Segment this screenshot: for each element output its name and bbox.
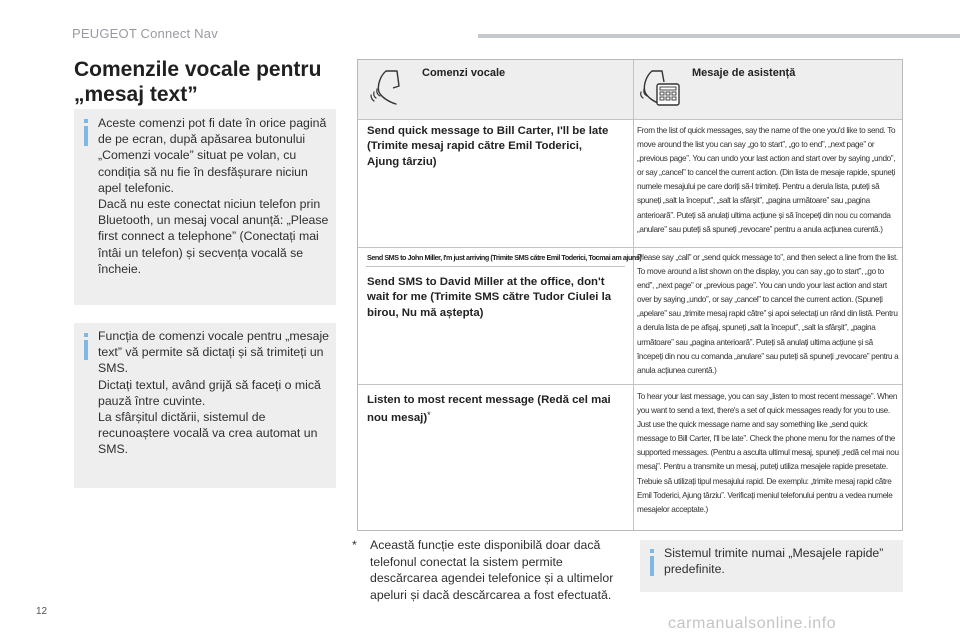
row-divider bbox=[366, 266, 625, 267]
info-box-sms-dictation bbox=[74, 323, 336, 488]
footnote-star: * bbox=[427, 410, 431, 421]
footnote-star: * bbox=[352, 538, 357, 552]
page-header-title: PEUGEOT Connect Nav bbox=[72, 26, 218, 41]
info-text: Aceste comenzi pot fi date în orice pagină de pe ecran, după apăsarea butonului „Comenzi vocale” situat pe volan, cu condiția să nu fie în desfășurare niciun apel telefonic. Dacă nu este conectat niciun telefon prin Bluetooth, un mesaj vocal anunță: „Please first connect a telephone” (Conectați mai întâi un telefon) și secvența vocală se încheie. bbox=[98, 116, 329, 276]
table-header-commands bbox=[358, 60, 634, 119]
section-title bbox=[74, 57, 321, 107]
row-divider bbox=[358, 384, 902, 385]
row-divider bbox=[358, 247, 902, 248]
voice-command-icon bbox=[369, 68, 407, 113]
footnote-text: Această funcție este disponibilă doar dacă telefonul conectat la sistem permite descărcarea agendei telefonice și a ultimelor apeluri și dacă descărcarea a fost efectuată. bbox=[370, 538, 614, 602]
table-header-messages bbox=[634, 60, 902, 119]
row-divider bbox=[358, 119, 902, 120]
column-divider bbox=[633, 119, 634, 530]
assistance-text: From the list of quick messages, say the name of the one you'd like to send. To move around the list you can say „go to start”, „go to end”, „next page” or „previous page”. You can undo your last action and start over by saying „undo”, or say „cancel” to cancel the current action. (Din lista de mesaje rapide, spuneți numele mesajului pe care doriți să-l trimiteți. Pentru a derula lista, puteți să spuneți „salt la început”, „salt la sfârșit”, „pagina următoare” sau „pagina anterioară”. Puteți să anulați ultima acțiune și să începeți din nou cu comanda „anulare” sau puteți să spuneți „revocare” pentru a anula acțiunea curentă.) bbox=[637, 126, 896, 234]
command-text-small: Send SMS to John Miller, I'm just arriving (Trimite SMS către Emil Toderici, Tocmai am ajuns) bbox=[367, 253, 642, 262]
watermark: carmanualsonline.info bbox=[668, 615, 837, 632]
page-number: 12 bbox=[36, 606, 48, 617]
info-text: Funcția de comenzi vocale pentru „mesaje text” vă permite să dictați și să trimiteți un SMS. Dictați textul, având grijă să faceți o mică pauză între cuvinte. La sfârșitul dictării, sistemul de recunoaștere vocală va crea automat un SMS. bbox=[98, 329, 330, 457]
column-header-commands: Comenzi vocale bbox=[422, 67, 506, 79]
command-label: Listen to most recent message (Redă cel mai nou mesaj) bbox=[367, 394, 611, 425]
voice-assistance-icon bbox=[640, 68, 684, 115]
command-text bbox=[367, 393, 617, 427]
info-box-voice-commands bbox=[74, 109, 336, 305]
info-box-quick-messages bbox=[640, 540, 903, 592]
header-rule bbox=[478, 34, 960, 38]
column-header-messages: Mesaje de asistență bbox=[692, 67, 796, 79]
voice-commands-table bbox=[357, 59, 903, 531]
command-text: Send SMS to David Miller at the office, don't wait for me (Trimite SMS către Tudor Ciulei la birou, Nu mă aștepta) bbox=[367, 276, 612, 319]
info-text: Sistemul trimite numai „Mesajele rapide” predefinite. bbox=[664, 546, 884, 577]
section-title-line2: „mesaj text” bbox=[74, 83, 198, 106]
assistance-text: Please say „call” or „send quick message to”, and then select a line from the list. To move around a list shown on the display, you can say „go to start”, „go to end”, „next page” or „previous page”. You can undo your last action and start over by saying „undo”, or say „cancel” to cancel the current action. (Spuneți „apelare” sau „trimite mesaj rapid către” și apoi selectați un rând din listă. Pentru a derula lista de pe afișaj, spuneți „salt la început”, „salt la sfârșit”, „pagina următoare” sau „pagina anterioară”. Puteți să anulați ultima acțiune și să începeți din nou cu comanda „anulare” sau puteți să spuneți „revocare” pentru a anula acțiunea curentă.) bbox=[637, 253, 899, 375]
assistance-text: To hear your last message, you can say „listen to most recent message”. When you want to send a text, there's a set of quick messages ready for you to use. Just use the quick message name and say something like „send quick message to Bill Carter, I'll be late”. Check the phone menu for the names of the supported messages. (Pentru a asculta ultimul mesaj, spuneți „redă cel mai nou mesaj”. Pentru a transmite un mesaj, puteți utiliza mesajele rapide presetate. Trebuie să utilizați tipul mesajului rapid. De exemplu: „trimite mesaj rapid către Emil Toderici, Ajung târziu”. Verificați meniul telefonului pentru a vedea numele mesajelor acceptate.) bbox=[637, 392, 899, 514]
command-text: Send quick message to Bill Carter, I'll be late (Trimite mesaj rapid către Emil Toderici, Ajung târziu) bbox=[367, 125, 609, 168]
section-title-line1: Comenzile vocale pentru bbox=[74, 58, 322, 81]
